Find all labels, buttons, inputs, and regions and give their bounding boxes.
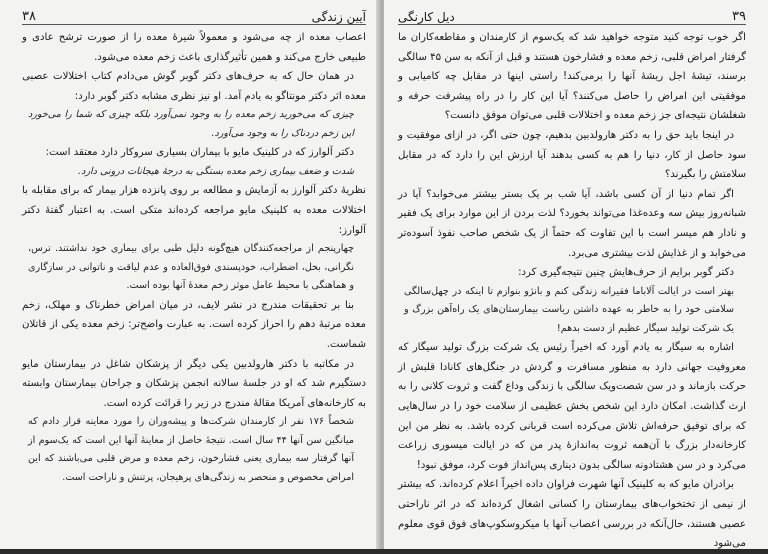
left-page-header (22, 6, 366, 25)
right-page (384, 0, 768, 549)
right-page-header (398, 6, 746, 25)
block-quote: شدت و ضعف بیماری زخم معده بستگی به درجهٔ هیجانات درونی دارد. (78, 165, 354, 177)
paragraph: در مکاتبه با دکتر هارولدبین یکی دیگر از پزشکان شاغل در بیمارستان مایو دستگیرم شد که او در جلسهٔ سالانه انجمن پزشکان و جراحان بیمارستان وابسته به کارخانه‌های آمریکا مقالهٔ مندرج در زیر را قرائت کرده است. (22, 358, 366, 409)
left-page-title: آیین زندگی (311, 10, 366, 24)
paragraph: اعصاب معده از چه می‌شود و معمولاً شیرهٔ معده را از صورت ترشح عادی و طبیعی خارج می‌کند و همین تأثیرگذاری باعث زخم معده می‌شود. (22, 32, 366, 63)
paragraph: اگر خوب توجه کنید متوجه خواهید شد که یک‌سوم از کارمندان و مقاطعه‌کاران ما گرفتار امراض قلبی، زخم معده و فشارخون هستند و قبل از آنکه به سن ۴۵ سالگی برسند، تیشهٔ اجل ریشهٔ آنها را برمی‌کند! راستی اینها در مقابل چه کامیابی و موفقیتی این امراض را حاصل می‌کنند؟ آیا این کار را در راه پیشرفت حرفه و شغلشان نتیجه‌ای جز زخم معده و اختلالات قلبی می‌توان موفق دانست؟ (398, 32, 746, 122)
paragraph: بنا بر تحقیقات مندرج در نشر لایف، در میان امراض خطرناک و مهلک، زخم معده مرتبهٔ دهم را احراز کرده است. به عبارت واضح‌تر: زخم معده یکی از قاتلان شماست. (22, 299, 366, 350)
left-page-body (22, 28, 366, 487)
block-quote: چهارپنجم از مراجعه‌کنندگان هیچ‌گونه دلیل طبی برای بیماری خود نداشتند. ترس، نگرانی، بخل، اضطراب، خودپسندی فوق‌العاده و عدم لیاقت و ناتوانی در سازگاری و هماهنگی با محیط عامل موثر زخم معدهٔ آنها بوده است. (28, 243, 354, 292)
paragraph: در اینجا باید حق را به دکتر هارولدبین بدهیم، چون حتی اگر، در ازای موفقیت و سود حاصل از کار، دنیا را هم به کسی بدهند آیا ارزش این را دارد که در مقابل سلامتش را بگیرند؟ (398, 129, 746, 181)
paragraph: اگر تمام دنیا از آن کسی باشد، آیا شب بر یک بستر بیشتر می‌خوابد؟ آیا در شبانه‌روز بیش سه وعده‌غذا می‌تواند بخورد؟ لذت بردن از این موارد برای یک فقیر و نادار هم میسر است با این تفاوت که حتماً از یک شخص صاحب نفوذ آسوده‌تر می‌خوابد و از غذایش لذت بیشتری می‌برد. (398, 188, 746, 259)
paragraph: در همان حال که به حرف‌های دکتر گوبر گوش می‌دادم کتاب اختلالات عصبی معده اثر دکتر مونتاگو به یادم آمد. او نیز نظری مشابه دکتر گوبر دارد: (22, 71, 366, 102)
block-quote: چیزی که می‌خورید زخم معده را به وجود نمی‌آورد بلکه چیزی که شما را می‌خورد این زخم دردناک را به وجود می‌آورد. (28, 109, 354, 139)
paragraph: اشاره به سیگار به یادم آورد که اخیراً رئیس یک شرکت بزرگ تولید سیگار که معروفیت جهانی دارد به منظور مسافرت و گردش در جنگل‌های کانادا قلبش از حرکت بازماند و در سن شصت‌ویک سالگی با زندگی وداع گفت و ثروت کلانی را به ارث گذاشت. امکان دارد این شخص بخش عظیمی از سلامت خود را در سال‌هایی که برای توفیق حرفه‌اش تلاش می‌کرده است قربانی کرده باشد. به نظر من این کارخانه‌دار بزرگ با آن‌همه ثروت به‌اندازهٔ پدر من که در ایالت میسوری زراعت می‌کرد و در سن هشتادونه سالگی بدون دیناری پس‌انداز فوت کرد، موفق نبود! (398, 342, 746, 471)
block-quote: بهتر است در ایالت آلاباما فقیرانه زندگی کنم و بانژو بنوازم تا اینکه در چهل‌سالگی سلامتی خود را به خاطر به عهده داشتن ریاست بیمارستان‌های یک راه‌آهن بزرگ و یک شرکت تولید سیگار عظیم از دست بدهم! (404, 285, 734, 334)
left-page (0, 0, 380, 549)
paragraph: نظریهٔ دکتر آلوارز به آزمایش و مطالعه بر روی پانزده هزار بیمار که برای مقابله با اختلالات معده به کلینیک مایو مراجعه کرده‌اند متکی است. به اعتبار گفتهٔ دکتر آلوارز: (22, 185, 366, 236)
paragraph: دکتر آلوارز که در کلینیک مایو با بیماران بسیاری سروکار دارد معتقد است: (45, 147, 354, 159)
paragraph: برادران مایو که به کلینیک آنها شهرت فراوان داده اخیراً اعلام کرده‌اند. که بیشتر از نیمی از تختخواب‌های بیمارستان را کسانی اشغال کرده‌اند که در اثر ناراحتی عصبی هستند، حال‌آنکه در بررسی اعصاب آنها با میکروسکوپ‌های فوق قوی معلوم می‌شود (398, 479, 746, 550)
paragraph: دکتر گوبر برایم از حرف‌هایش چنین نتیجه‌گیری کرد: (518, 267, 734, 279)
right-page-body (398, 28, 746, 554)
block-quote: شخصاً ۱۷۶ نفر از کارمندان شرکت‌ها و پیشه‌وران را مورد معاینه قرار دادم که میانگین سن آنها ۴۴ سال است. نتیجهٔ حاصل از معاینهٔ آنها این است که یک‌سوم از آنها گرفتار سه بیماری یعنی فشارخون، زخم معده و مرض قلبی می‌باشند که این امراض مخصوص و منحصر به زندگی‌های پرهیجان، پرتنش و ناراحت است. (28, 416, 354, 483)
right-page-number: ۳۹ (732, 9, 746, 24)
right-page-title: دیل کارنگی (398, 10, 455, 24)
left-page-number: ۳۸ (22, 9, 36, 24)
